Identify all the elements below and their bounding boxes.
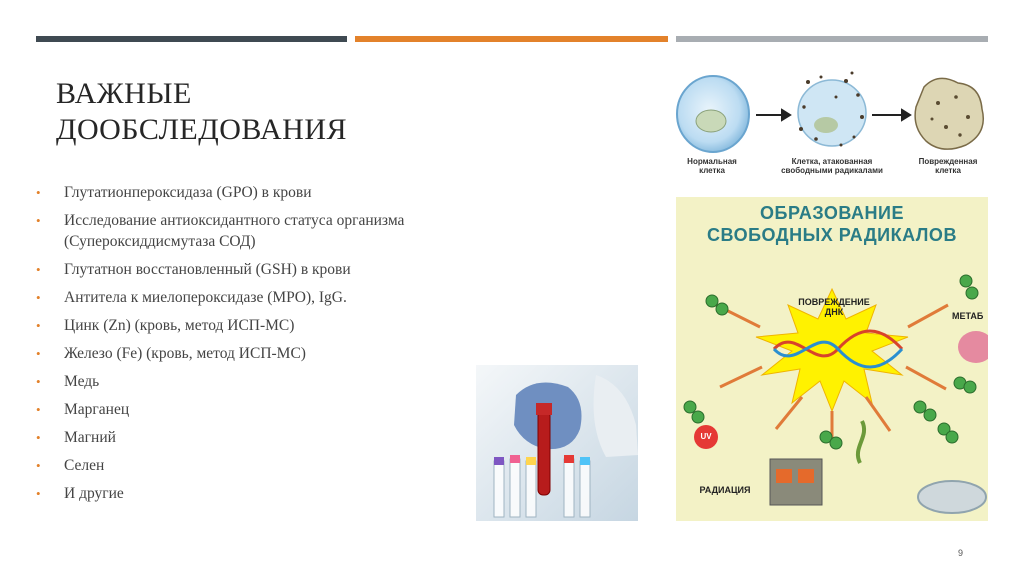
list-item-text: Селен	[64, 457, 105, 474]
attacked-cell-label: Клетка, атакованная свободными радикалами	[781, 157, 883, 175]
list-item	[36, 483, 506, 504]
bullet-icon: •	[36, 402, 41, 417]
blood-tube-icon	[538, 411, 550, 495]
list-item	[36, 287, 506, 308]
organ-icon	[958, 331, 988, 363]
list-item	[36, 427, 506, 448]
slide-title	[56, 76, 476, 148]
page-number: 9	[958, 548, 964, 558]
radicals-title-line2: СВОБОДНЫХ РАДИКАЛОВ	[707, 225, 957, 245]
damaged-cell-icon	[915, 78, 983, 149]
list-item	[36, 210, 506, 252]
smoke-icon	[858, 421, 864, 463]
list-item-text: Марганец	[64, 401, 130, 418]
bullet-icon: •	[36, 262, 41, 277]
list-item-text: Цинк (Zn) (кровь, метод ИСП-МС)	[64, 317, 295, 334]
slide-title-line1: ВАЖНЫЕ	[56, 77, 192, 110]
normal-cell-icon	[677, 76, 749, 152]
list-item	[36, 399, 506, 420]
top-bar-dark	[36, 36, 347, 42]
attacked-cell-icon	[798, 72, 866, 147]
metabolism-label: МЕТАБ	[952, 311, 984, 321]
list-item-text: Глутатионпероксидаза (GPO) в крови	[64, 184, 312, 201]
list-item-text: Антитела к миелопероксидазе (MPO), IgG.	[64, 289, 347, 306]
list-item-text: И другие	[64, 485, 124, 502]
bullet-icon: •	[36, 290, 41, 305]
radicals-title-line1: ОБРАЗОВАНИЕ	[760, 203, 904, 223]
list-item-text: Медь	[64, 373, 100, 390]
list-item	[36, 315, 506, 336]
exam-list	[36, 182, 506, 511]
list-item	[36, 182, 506, 203]
list-item-text: Глутатнон восстановленный (GSH) в крови	[64, 261, 351, 278]
list-item-text: Железо (Fe) (кровь, метод ИСП-МС)	[64, 345, 306, 362]
bullet-icon: •	[36, 486, 41, 501]
list-item	[36, 371, 506, 392]
radicals-drawing	[676, 197, 988, 521]
list-item-text: Исследование антиоксидантного статуса организма (Супероксиддисмутаза СОД)	[64, 212, 405, 250]
list-item	[36, 455, 506, 476]
top-bar-orange	[355, 36, 668, 42]
list-item	[36, 259, 506, 280]
slide-title-line2: ДООБСЛЕДОВАНИЯ	[56, 113, 348, 146]
list-item-text: Магний	[64, 429, 116, 446]
free-radicals-illustration	[676, 197, 988, 521]
bullet-icon: •	[36, 346, 41, 361]
bullet-icon: •	[36, 458, 41, 473]
radiation-barrel-icon	[770, 459, 822, 505]
radiation-label: РАДИАЦИЯ	[699, 485, 751, 495]
uv-label: UV	[700, 432, 712, 441]
bullet-icon: •	[36, 430, 41, 445]
bullet-icon: •	[36, 374, 41, 389]
ashtray-icon	[918, 481, 986, 513]
dna-damage-label: ПОВРЕЖДЕНИЕ ДНК	[798, 297, 870, 317]
bullet-icon: •	[36, 213, 41, 228]
damaged-cell-label: Поврежденная клетка	[918, 157, 978, 175]
lab-blood-sample-photo	[476, 365, 638, 521]
bullet-icon: •	[36, 185, 41, 200]
cells-illustration	[676, 67, 988, 193]
top-bar-gray	[676, 36, 988, 42]
lab-drawing	[476, 365, 638, 521]
normal-cell-label: Нормальная клетка	[687, 157, 737, 175]
bullet-icon: •	[36, 318, 41, 333]
list-item	[36, 343, 506, 364]
